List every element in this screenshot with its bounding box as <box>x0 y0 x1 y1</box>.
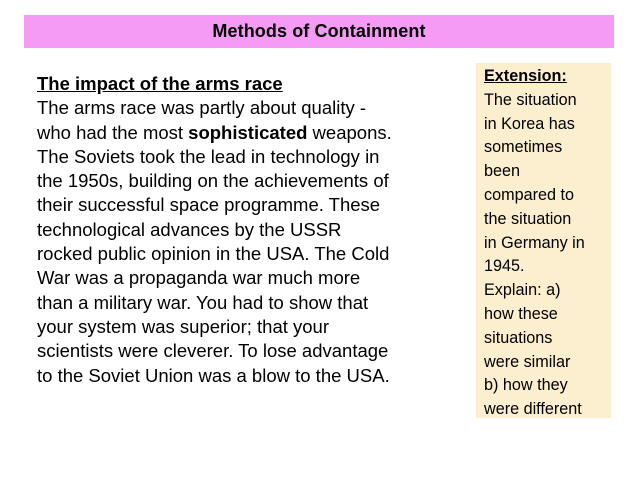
body-line-9: than a military war. You had to show that <box>37 291 369 313</box>
section-heading: The impact of the arms race <box>37 73 283 94</box>
body-line-6: technological advances by the USSR <box>37 218 342 240</box>
main-text-block <box>37 72 457 388</box>
emphasis-sophisticated: sophisticated <box>188 121 308 143</box>
slide-title: Methods of Containment <box>212 21 426 41</box>
body-line-5: their successful space programme. These <box>37 194 381 216</box>
body-line-8: War was a propaganda war much more <box>37 267 361 289</box>
extension-line: Explain: a) <box>484 281 561 300</box>
body-line-1: The arms race was partly about quality - <box>37 97 367 119</box>
body-line-2 <box>37 121 457 145</box>
body-line-2-post: weapons. <box>307 121 392 143</box>
extension-title: Extension: <box>484 67 567 85</box>
extension-box <box>476 63 611 418</box>
extension-line: compared to <box>484 185 574 204</box>
body-line-10: your system was superior; that your <box>37 315 329 337</box>
title-bar <box>24 15 614 48</box>
extension-line: sometimes <box>484 138 563 157</box>
extension-line: The situation <box>484 90 577 109</box>
extension-line: situations <box>484 328 553 347</box>
body-line-4: the 1950s, building on the achievements of <box>37 170 389 192</box>
extension-line: in Germany in <box>484 233 585 252</box>
body-line-11: scientists were cleverer. To lose advantage <box>37 340 389 362</box>
extension-line: were similar <box>484 352 571 371</box>
body-line-12: to the Soviet Union was a blow to the USA. <box>37 364 390 386</box>
extension-line: how these <box>484 304 558 323</box>
body-line-7: rocked public opinion in the USA. The Cold <box>37 243 390 265</box>
extension-line: were different <box>484 400 582 419</box>
extension-line: in Korea has <box>484 114 575 133</box>
extension-line: the situation <box>484 209 572 228</box>
body-line-3: The Soviets took the lead in technology in <box>37 145 380 167</box>
extension-line: b) how they <box>484 376 568 395</box>
extension-line: been <box>484 162 521 181</box>
extension-line: 1945. <box>484 257 525 276</box>
body-line-2-pre: who had the most <box>37 121 189 143</box>
